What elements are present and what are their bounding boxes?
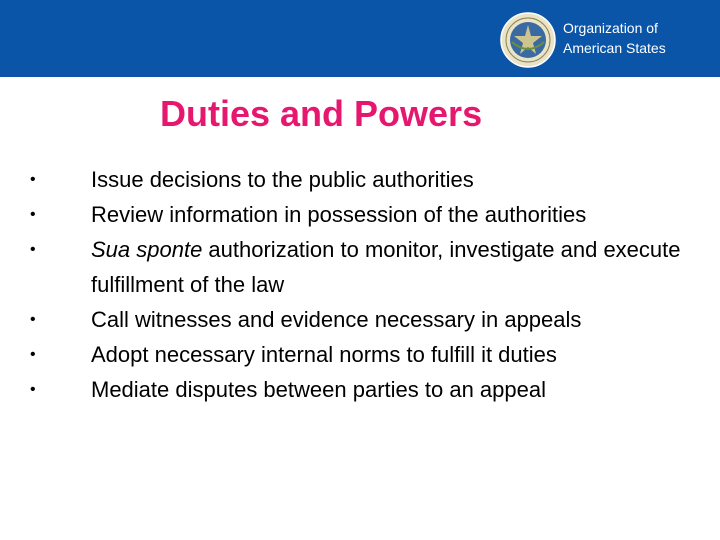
bullet-text: Call witnesses and evidence necessary in appeals: [91, 307, 582, 332]
bullet-italic-prefix: Sua sponte: [91, 237, 203, 262]
bullet-icon: •: [30, 241, 36, 258]
bullet-text: Adopt necessary internal norms to fulfill it duties: [91, 342, 557, 367]
bullet-item-issue-decisions: [0, 162, 691, 197]
bullet-item-review-information: [0, 197, 691, 232]
bullet-icon: •: [30, 346, 36, 363]
bullet-text: authorization to monitor, investigate and execute fulfillment of the law: [91, 237, 681, 297]
organization-name: [563, 18, 666, 58]
bullet-list: [0, 162, 691, 407]
bullet-item-call-witnesses: [0, 302, 691, 337]
bullet-icon: •: [30, 206, 36, 223]
bullet-item-sua-sponte: [0, 232, 691, 302]
header-bar: [0, 0, 720, 77]
org-name-line2: American States: [563, 40, 666, 56]
oas-seal-icon: [500, 12, 556, 68]
bullet-icon: •: [30, 311, 36, 328]
bullet-text: Issue decisions to the public authorities: [91, 167, 474, 192]
bullet-item-adopt-norms: [0, 337, 691, 372]
slide-title: Duties and Powers: [160, 93, 483, 134]
bullet-item-mediate-disputes: [0, 372, 691, 407]
bullet-icon: •: [30, 381, 36, 398]
bullet-text: Mediate disputes between parties to an appeal: [91, 377, 546, 402]
bullet-icon: •: [30, 171, 36, 188]
org-name-line1: Organization of: [563, 20, 658, 36]
bullet-text: Review information in possession of the authorities: [91, 202, 587, 227]
